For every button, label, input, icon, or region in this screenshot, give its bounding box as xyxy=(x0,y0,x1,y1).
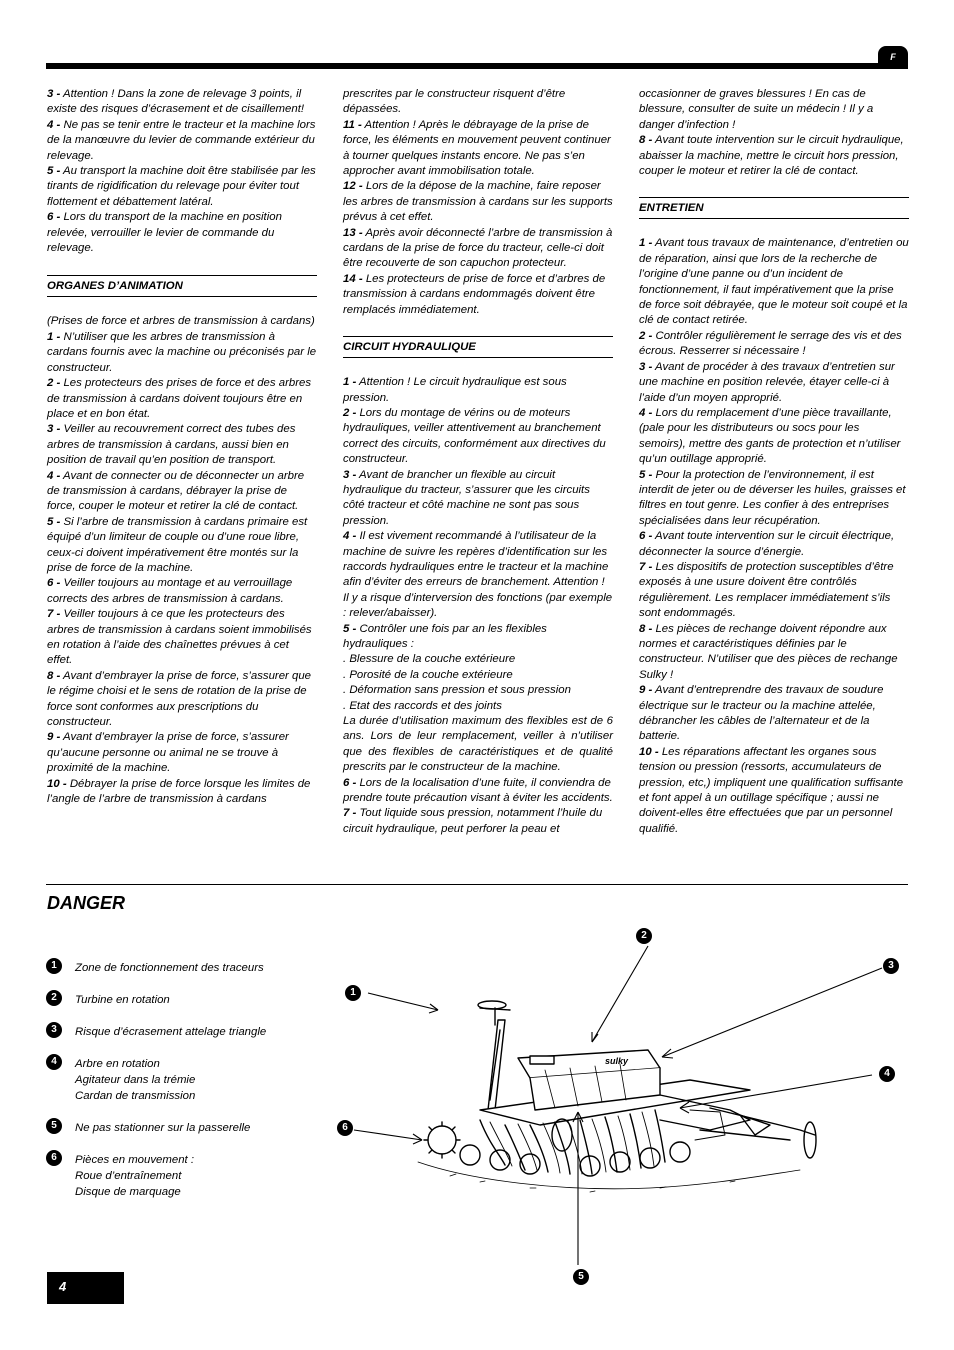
list-item: 5 - Si l’arbre de transmission à cardans primaire est équipé d’un limiteur de couple ou d’une roue libre, ceux-ci doivent impérativement être montés sur la prise de force de la machine. xyxy=(47,515,308,574)
list-item: 4 - Il est vivement recommandé à l’utilisateur de la machine de suivre les repères d’identification sur les raccords hydrauliques entre le tracteur et la machine afin d’éviter des erreurs de branchement. Attention ! Il y a risque d’interversion des fonctions (par exemple : relever/abaisser). xyxy=(343,530,613,620)
list-item: 6 - Lors de la localisation d’une fuite, il conviendra de prendre toute précaution visant à éviter les accidents. xyxy=(343,776,613,805)
section-separator xyxy=(46,884,908,885)
list-item: 7 - Les dispositifs de protection susceptibles d’être exposés à une usure doivent être contrôlés régulièrement. Les remplacer immédiatement s’ils sont endommagés. xyxy=(639,560,894,620)
header-rule xyxy=(46,63,908,69)
list-item: 14 - Les protecteurs de prise de force et d’arbres de transmission à cardans endommagés doivent être remplacés immédiatement. xyxy=(343,272,606,316)
list-item: 10 - Débrayer la prise de force lorsque les limites de l’angle de l’arbre de transmission à cardans xyxy=(47,777,311,806)
list-item: 2 - Les protecteurs des prises de force et des arbres de transmission à cardans doivent toujours être en place et en bon état. xyxy=(47,377,312,420)
list-item: 1 - Attention ! Le circuit hydraulique est sous pression. xyxy=(343,376,567,404)
list-item: 1 - Avant tous travaux de maintenance, d’entretien ou de réparation, ainsi que lors de la recherche de l’origine d’une panne ou d’un incident de fonctionnement, il faut impérativement que la prise de force soit débrayée, que le moteur soit coupé et la clé de contact retirée. xyxy=(639,237,909,327)
callout-5: 5 xyxy=(573,1269,589,1285)
callout-6: 6 xyxy=(337,1120,353,1136)
list-item: 5 - Pour la protection de l’environnement, il est interdit de jeter ou de déverser les huiles, graisses et filtres en tout genre. Les confier à des entreprises spécialisées dans leur récupération. xyxy=(639,468,906,527)
list-item: 1 - N’utiliser que les arbres de transmission à cardans fournis avec la machine ou préconisés par le constructeur. xyxy=(47,330,317,374)
paragraph: 3 - Attention ! Dans la zone de relevage 3 points, il existe des risques d’écrasement et de cisaillement! xyxy=(47,88,305,116)
page-number: 4 xyxy=(47,1272,124,1304)
bullet-item: . Porosité de la couche extérieure xyxy=(343,668,513,681)
list-item: 8 - Les pièces de rechange doivent répondre aux normes et caractéristiques définies par le constructeur. N’utiliser que des pièces de rechange Sulky ! xyxy=(639,622,898,681)
list-item: 13 - Après avoir déconnecté l’arbre de transmission à cardans de la prise de force du tracteur, celle-ci doit être recouverte de son capuchon protecteur. xyxy=(343,226,613,270)
section-intro: (Prises de force et arbres de transmission à cardans) xyxy=(47,315,315,328)
language-tab: F xyxy=(878,46,908,69)
number-badge: 1 xyxy=(46,958,62,974)
paragraph: occasionner de graves blessures ! En cas de blessure, consulter de suite un médecin ! Il y a danger d’infection ! xyxy=(639,88,874,131)
paragraph: 4 - Ne pas se tenir entre le tracteur et la machine lors de la manœuvre du levier de commande extérieur du relevage. xyxy=(47,118,316,162)
callout-4: 4 xyxy=(879,1066,895,1082)
list-item: 9 - Avant d’embrayer la prise de force, s’assurer qu’aucune personne ou animal ne se trouve à proximité de la machine. xyxy=(47,731,289,775)
list-item: 9 - Avant d’entreprendre des travaux de soudure électrique sur le tracteur ou la machine attelée, débrancher les câbles de l’alternateur et de la batterie. xyxy=(639,684,884,743)
seed-drill-illustration xyxy=(330,930,910,1290)
callout-2: 2 xyxy=(636,928,652,944)
list-item: 10 - Les réparations affectant les organes sous tension ou pression (ressorts, accumulateurs de pression, etc,) impliquent une qualification suffisante et font appel à un outillage spécifique ; aussi ne doivent-elles être effectuées que par un personnel qualifié. xyxy=(639,745,904,835)
section-heading-organes: ORGANES D’ANIMATION xyxy=(47,275,317,297)
bullet-item: . Etat des raccords et des joints xyxy=(343,699,502,712)
list-item: 6 - Veiller toujours au montage et au verrouillage corrects des arbres de transmission à cardans. xyxy=(47,577,293,605)
paragraph: prescrites par le constructeur risquent d’être dépassées. xyxy=(343,88,566,116)
list-item: 2 - Contrôler régulièrement le serrage des vis et des écrous. Resserrer si nécessaire ! xyxy=(639,329,902,358)
section-heading-hydraulique: CIRCUIT HYDRAULIQUE xyxy=(343,336,613,358)
list-item: 8 - Avant toute intervention sur le circuit hydraulique, abaisser la machine, mettre le circuit hors pression, couper le moteur et retirer la clé de contact. xyxy=(639,134,904,178)
paragraph: 5 - Au transport la machine doit être stabilisée par les tirants de rigidification du relevage pour éviter tout flottement et débattement latéral. xyxy=(47,165,316,208)
list-item: 11 - Attention ! Après le débrayage de la prise de force, les éléments en mouvement peuvent continuer à tourner quelques instants encore. Ne pas s’en approcher avant immobilisation totale. xyxy=(343,118,611,178)
column-3 xyxy=(639,87,909,837)
paragraph: La durée d’utilisation maximum des flexibles est de 6 ans. Lors de leur remplacement, veiller à n’utiliser que des flexibles de caractéristiques et de qualité prescrits par le constructeur de la machine. xyxy=(343,715,613,774)
number-badge: 6 xyxy=(46,1150,62,1166)
list-item: 3 - Avant de brancher un flexible au circuit hydraulique du tracteur, s’assurer que les circuits côté tracteur et côté machine ne sont pas sous pression. xyxy=(343,468,590,527)
danger-title: DANGER xyxy=(47,893,126,913)
brand-label: sulky xyxy=(605,1056,629,1066)
column-1 xyxy=(47,87,317,807)
callout-3: 3 xyxy=(883,958,899,974)
list-item: 8 - Avant d’embrayer la prise de force, s’assurer que le régime choisi et le sens de rotation de la prise de force sont conformes aux prescriptions du constructeur. xyxy=(47,669,312,729)
list-item: 4 - Lors du remplacement d’une pièce travaillante, (pale pour les distributeurs ou socs pour les semoirs), mettre des gants de protection et n’utiliser qu’un outillage approprié. xyxy=(639,406,901,466)
list-item: 3 - Veiller au recouvrement correct des tubes des arbres de transmission à cardans, aussi bien en position de travail qu’en position de transport. xyxy=(47,423,296,467)
number-badge: 3 xyxy=(46,1022,62,1038)
list-item: 2 - Lors du montage de vérins ou de moteurs hydrauliques, veiller attentivement au branchement correct des circuits, conformément aux directives du constructeur. xyxy=(343,406,606,466)
list-item: 6 - Avant toute intervention sur le circuit électrique, déconnecter la source d’énergie. xyxy=(639,530,895,558)
number-badge: 5 xyxy=(46,1118,62,1134)
number-badge: 2 xyxy=(46,990,62,1006)
callout-1: 1 xyxy=(345,985,361,1001)
bullet-item: . Blessure de la couche extérieure xyxy=(343,653,516,666)
column-2 xyxy=(343,87,613,837)
list-item: 12 - Lors de la dépose de la machine, faire reposer les arbres de transmission à cardans sur les supports prévus à cet effet. xyxy=(343,180,613,224)
list-item: 7 - Tout liquide sous pression, notamment l’huile du circuit hydraulique, peut perforer la peau et xyxy=(343,807,603,835)
bullet-item: . Déformation sans pression et sous pression xyxy=(343,684,571,697)
list-item: 5 - Contrôler une fois par an les flexibles hydrauliques : xyxy=(343,622,547,650)
section-heading-entretien: ENTRETIEN xyxy=(639,197,909,219)
list-item: 4 - Avant de connecter ou de déconnecter un arbre de transmission à cardans, débrayer la prise de force, couper le moteur et retirer la clé de contact. xyxy=(47,469,305,513)
paragraph: 6 - Lors du transport de la machine en position relevée, verrouiller le levier de commande du relevage. xyxy=(47,211,282,255)
list-item: 7 - Veiller toujours à ce que les protecteurs des arbres de transmission à cardans soient immobilisés en rotation à l’aide des chaînettes prévues à cet effet. xyxy=(47,608,312,667)
list-item: 3 - Avant de procéder à des travaux d’entretien sur une machine en position relevée, étayer celle-ci à l’aide d’un moyen approprié. xyxy=(639,360,895,404)
number-badge: 4 xyxy=(46,1054,62,1070)
